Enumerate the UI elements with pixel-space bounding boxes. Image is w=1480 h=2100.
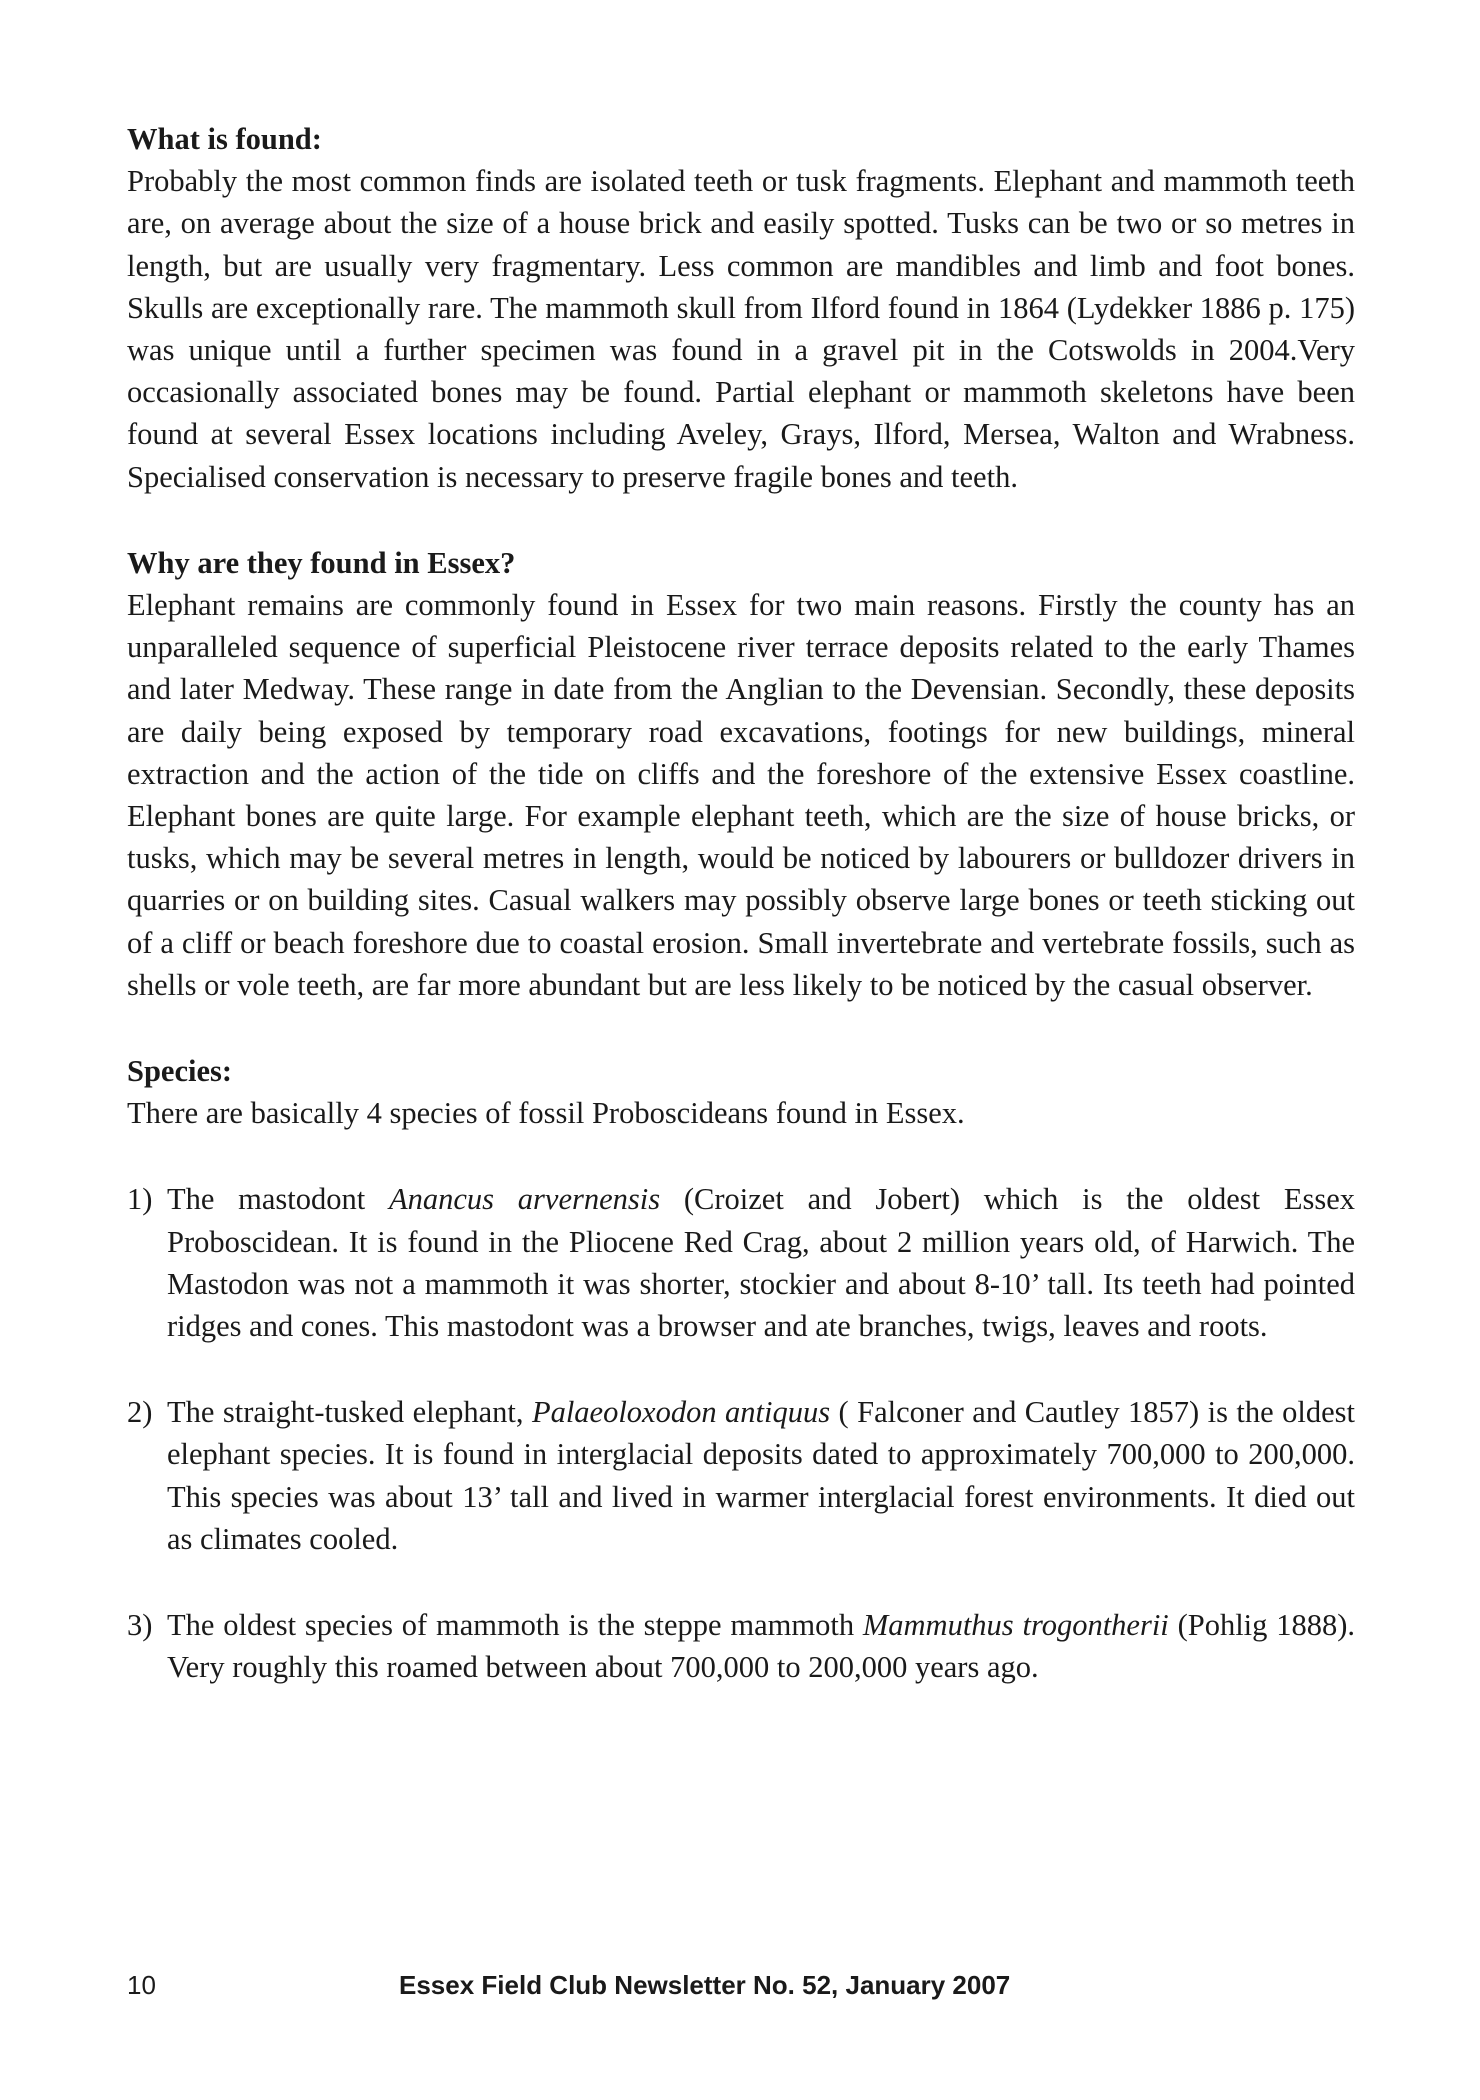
- species-item-text: [167, 1178, 1355, 1347]
- species-name: Palaeoloxodon antiquus: [531, 1395, 831, 1430]
- species-item-rest: ( Falconer and Cautley 1857) is the oldest elephant species. It is found in interglacial deposits dated to approximately 700,000 to 200,000. This species was about 13’ tall and lived in warmer interglacial forest environments. It died out as climates cooled.: [167, 1395, 1355, 1556]
- species-name: Anancus arvernensis: [389, 1182, 661, 1217]
- page-footer: [127, 1970, 1355, 2010]
- paragraph-what-is-found: Probably the most common finds are isolated teeth or tusk fragments. Elephant and mammoth teeth are, on average about the size of a house brick and easily spotted. Tusks can be two or so metres in length, but are usually very fragmentary. Less common are mandibles and limb and foot bones. Skulls are exceptionally rare. The mammoth skull from Ilford found in 1864 (Lydekker 1886 p. 175) was unique until a further specimen was found in a gravel pit in the Cotswolds in 2004.Very occasionally associated bones may be found. Partial elephant or mammoth skeletons have been found at several Essex locations including Aveley, Grays, Ilford, Mersea, Walton and Wrabness. Specialised conservation is necessary to preserve fragile bones and teeth.: [127, 164, 1355, 494]
- species-item-lead: The oldest species of mammoth is the steppe mammoth: [167, 1608, 863, 1643]
- list-number: 3): [127, 1608, 153, 1643]
- heading-what-is-found: What is found:: [127, 122, 322, 156]
- paragraph-why-found: Elephant remains are commonly found in Essex for two main reasons. Firstly the county has an unparalleled sequence of superficial Pleistocene river terrace deposits related to the early Thames and later Medway. These range in date from the Anglian to the Devensian. Secondly, these deposits are daily being exposed by temporary road excavations, footings for new buildings, mineral extraction and the action of the tide on cliffs and the foreshore of the extensive Essex coastline. Elephant bones are quite large. For example elephant teeth, which are the size of house bricks, or tusks, which may be several metres in length, would be noticed by labourers or bulldozer drivers in quarries or on building sites. Casual walkers may possibly observe large bones or teeth sticking out of a cliff or beach foreshore due to coastal erosion. Small invertebrate and vertebrate fossils, such as shells or vole teeth, are far more abundant but are less likely to be noticed by the casual observer.: [127, 588, 1355, 1002]
- section-gap: [127, 1560, 1355, 1604]
- list-number: 2): [127, 1395, 153, 1430]
- section-gap: [127, 498, 1355, 542]
- page-content: [127, 118, 1355, 1689]
- species-item-2: [127, 1391, 1355, 1560]
- species-item-1: [127, 1178, 1355, 1347]
- publication-title: Essex Field Club Newsletter No. 52, January 2007: [399, 1970, 1011, 2000]
- species-item-text: [167, 1391, 1355, 1560]
- section-gap: [127, 1347, 1355, 1391]
- section-gap: [127, 1134, 1355, 1178]
- paragraph-species-intro: There are basically 4 species of fossil Proboscideans found in Essex.: [127, 1096, 965, 1131]
- heading-why-found: Why are they found in Essex?: [127, 545, 516, 580]
- section-gap: [127, 1006, 1355, 1050]
- species-item-text: [167, 1604, 1355, 1688]
- species-item-rest: (Croizet and Jobert) which is the oldest Essex Proboscidean. It is found in the Pliocene Red Crag, about 2 million years old, of Harwich. The Mastodon was not a mammoth it was shorter, stockier and about 8-10’ tall. Its teeth had pointed ridges and cones. This mastodont was a browser and ate branches, twigs, leaves and roots.: [167, 1182, 1355, 1344]
- species-item-rest: (Pohlig 1888). Very roughly this roamed between about 700,000 to 200,000 years ago.: [167, 1608, 1355, 1685]
- species-item-lead: The straight-tusked elephant,: [167, 1395, 532, 1430]
- species-item-3: [127, 1604, 1355, 1688]
- list-number: 1): [127, 1182, 153, 1217]
- species-item-lead: The mastodont: [167, 1182, 390, 1217]
- heading-species: Species:: [127, 1054, 233, 1089]
- species-name: Mammuthus trogontherii: [862, 1608, 1169, 1643]
- page-number: 10: [127, 1970, 156, 2000]
